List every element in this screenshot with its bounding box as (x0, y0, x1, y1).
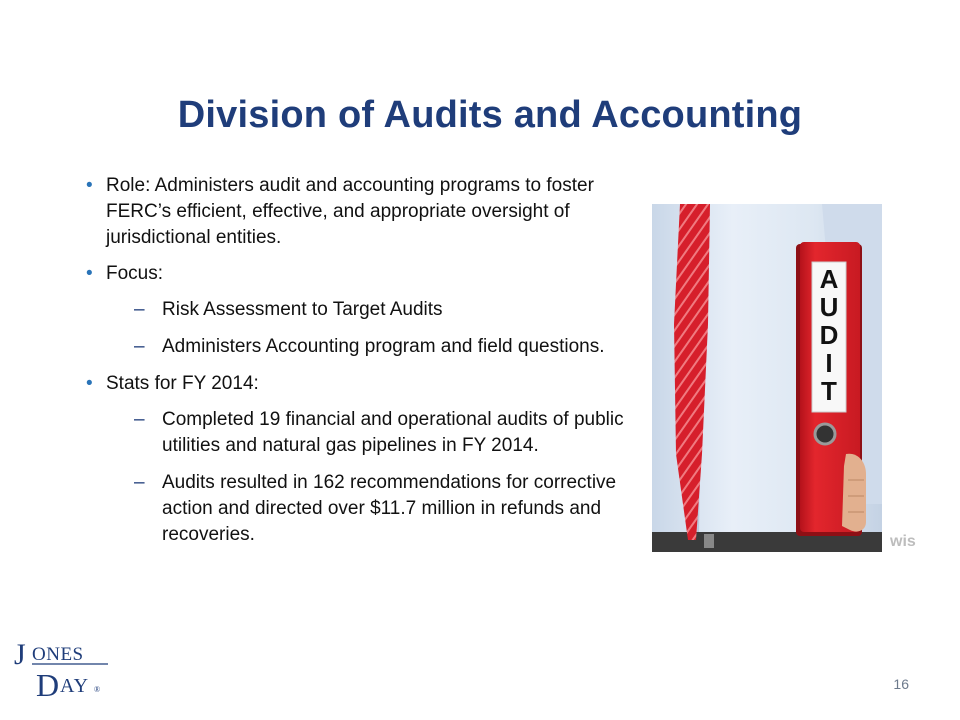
binder-letter: I (825, 348, 833, 378)
page-number: 16 (893, 676, 909, 692)
svg-text:D: D (36, 667, 60, 702)
bullet-item (86, 173, 646, 251)
bullet-text: Role: Administers audit and accounting programs to foster FERC’s efficient, effective, and appropriate oversight of jurisdictional entities. (106, 175, 594, 248)
svg-text:AY: AY (60, 675, 90, 697)
sub-bullet-text: Administers Accounting program and field questions. (162, 336, 605, 357)
binder-letter: T (821, 376, 837, 406)
binder-letter: D (819, 320, 839, 350)
sub-bullet-text: Completed 19 financial and operational audits of public utilities and natural gas pipelines in FY 2014. (162, 409, 624, 456)
sub-bullet-item (86, 470, 646, 548)
hand (842, 454, 866, 532)
svg-text:J: J (14, 638, 25, 671)
bullet-item (86, 371, 646, 397)
svg-text:ONES: ONES (32, 644, 84, 665)
bullet-item (86, 261, 646, 287)
svg-text:®: ® (94, 685, 101, 694)
sub-bullet-text: Risk Assessment to Target Audits (162, 299, 443, 320)
binder-finger-hole (815, 424, 835, 444)
bullet-text: Stats for FY 2014: (106, 373, 259, 394)
watermark: wis (890, 533, 916, 550)
sub-bullet-item (86, 297, 646, 323)
sub-bullet-marker: – (134, 299, 145, 320)
sub-bullet-marker: – (134, 409, 145, 430)
sub-bullet-item (86, 334, 646, 360)
sub-bullet-item (86, 407, 646, 459)
sub-bullet-marker: – (134, 336, 145, 357)
binder-letter: A (819, 264, 839, 294)
binder-letter: U (819, 292, 839, 322)
bullet-marker: • (86, 175, 93, 196)
sub-bullet-text: Audits resulted in 162 recommendations for corrective action and directed over $11.7 million in refunds and recoveries. (162, 472, 617, 545)
bullet-text: Focus: (106, 263, 164, 284)
bullet-list (86, 173, 646, 559)
audit-binder-photo (652, 204, 916, 552)
jones-day-logo (10, 634, 118, 702)
bullet-marker: • (86, 263, 93, 284)
bullet-marker: • (86, 373, 93, 394)
slide-title: Division of Audits and Accounting (177, 94, 803, 136)
sub-bullet-marker: – (134, 472, 145, 493)
